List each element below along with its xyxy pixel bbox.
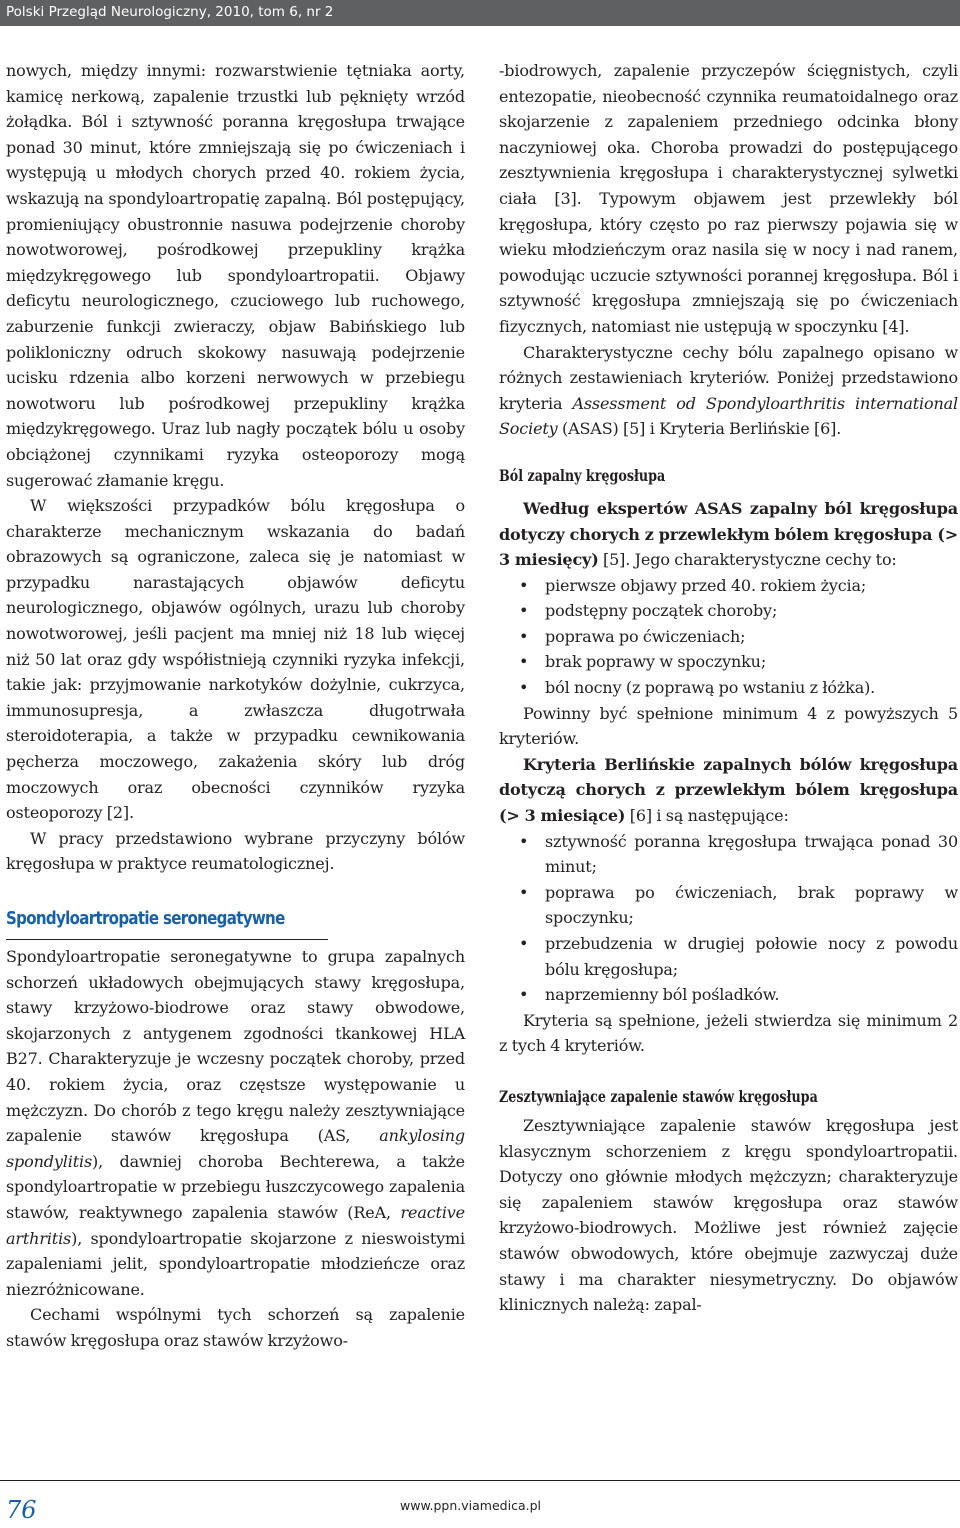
italic-term: reactive arthritis <box>6 1202 465 1248</box>
subsection-heading: Zesztywniające zapalenie stawów kręgosłupa <box>499 1086 818 1106</box>
list-item: • przebudzenia w drugiej połowie nocy z powodu bólu kręgosłupa; <box>499 931 958 982</box>
journal-header-bar <box>0 0 960 26</box>
paragraph: Powinny być spełnione minimum 4 z powyższych 5 kryteriów. <box>499 703 958 749</box>
list-item: • podstępny początek choroby; <box>499 598 958 624</box>
asas-criteria-list <box>499 573 958 701</box>
italic-term: Assessment od Spondyloarthritis international Society <box>499 393 959 439</box>
list-item: • pierwsze objawy przed 40. rokiem życia; <box>499 573 958 599</box>
list-item: • sztywność poranna kręgosłupa trwająca ponad 30 minut; <box>499 829 958 880</box>
list-item: • poprawa po ćwiczeniach; <box>499 624 958 650</box>
paragraph: W pracy przedstawiono wybrane przyczyny bólów kręgosłupa w praktyce reumatologicznej. <box>6 828 465 874</box>
paragraph: Kryteria są spełnione, jeżeli stwierdza się minimum 2 z tych 4 kryteriów. <box>499 1010 958 1056</box>
left-column <box>6 58 465 1354</box>
bold-run: Według ekspertów ASAS zapalny ból kręgosłupa dotyczy chorych z przewlekłym bólem kręgosłupa (> 3 miesięcy) <box>499 498 958 570</box>
text-run: [5]. Jego charakterystyczne cechy to: <box>598 550 897 570</box>
text-run: Charakterystyczne cechy bólu zapalnego opisano w różnych zestawieniach kryteriów. Poniżej przedstawiono kryteria <box>499 342 958 413</box>
paragraph: Cechami wspólnymi tych schorzeń są zapalenie stawów kręgosłupa oraz stawów krzyżowo- <box>6 1305 465 1350</box>
subsection-heading: Ból zapalny kręgosłupa <box>499 465 666 485</box>
section-divider <box>6 939 328 940</box>
paragraph: Zesztywniające zapalenie stawów kręgosłupa jest klasycznym schorzeniem z kręgu spondyloartropatii. Dotyczy ono głównie młodych mężczyzn; charakteryzuje się zapaleniem stawów kręgosłupa oraz stawów krzyżowo-biodrowych. Możliwe jest również zajęcie stawów obwodowych, które obejmuje zazwyczaj duże stawy i ma charakter niesymetryczny. Do objawów klinicznych należą: zapal- <box>499 1115 958 1315</box>
bold-run: Kryteria Berlińskie zapalnych bólów kręgosłupa dotyczą chorych z przewlekłym bólem kręgosłupa (> 3 miesiące) <box>499 754 958 826</box>
page-number: 76 <box>6 1496 37 1524</box>
paragraph <box>6 944 465 1302</box>
text-run: [6] i są następujące: <box>625 806 789 826</box>
list-item: • poprawa po ćwiczeniach, brak poprawy w spoczynku; <box>499 880 958 931</box>
text-run: Spondyloartropatie seronegatywne to grupa zapalnych schorzeń układowych obejmujących stawy kręgosłupa, stawy krzyżowo-biodrowe oraz stawy obwodowe, skojarzonych z antygenem zgodności tkankowej HLA B27. Charakteryzuje je wczesny początek choroby, przed 40. rokiem życia, oraz częstsze występowanie u mężczyzn. Do chorób z tego kręgu należy zesztywniające zapalenie stawów kręgosłupa (AS, <box>6 947 465 1146</box>
journal-title: Polski Przegląd Neurologiczny, 2010, tom 6, nr 2 <box>6 4 334 20</box>
paragraph <box>499 340 958 442</box>
berlin-criteria-list <box>499 829 958 1008</box>
section-heading: Spondyloartropatie seronegatywne <box>6 909 285 929</box>
right-column <box>499 58 958 1318</box>
paragraph: W większości przypadków bólu kręgosłupa o charakterze mechanicznym wskazania do badań obrazowych są ograniczone, zaleca się je natomiast w przypadku narastających objawów deficytu neurologicznego, objawów ogólnych, urazu lub choroby nowotworowej, jeśli pacjent ma mniej niż 18 lub więcej niż 50 lat oraz gdy współistnieją czynniki ryzyka infekcji, takie jak: przyjmowanie narkotyków dożylnie, cukrzyca, immunosupresja, a zwłaszcza długotrwała steroidoterapia, a także w przypadku cewnikowania pęcherza moczowego, zakażenia skóry lub dróg moczowych oraz obecności czynników ryzyka osteoporozy [2]. <box>6 496 465 823</box>
footer-divider <box>0 1480 960 1481</box>
text-run: (ASAS) [5] i Kryteria Berlińskie [6]. <box>557 419 842 439</box>
paragraph <box>499 752 958 829</box>
paragraph <box>499 496 958 573</box>
text-run: ), dawniej choroba Bechterewa, a także spondyloartropatie w przebiegu łuszczycowego zapalenia stawów, reaktywnego zapalenia stawów (ReA, <box>6 1151 465 1222</box>
text-run: ), spondyloartropatie skojarzone z nieswoistymi zapaleniami jelit, spondyloartropatie młodzieńcze oraz niezróżnicowane. <box>6 1228 465 1299</box>
paragraph: nowych, między innymi: rozwarstwienie tętniaka aorty, kamicę nerkową, zapalenie trzustki lub pęknięty wrzód żołądka. Ból i sztywność poranna kręgosłupa trwające ponad 30 minut, które zmniejszają się po ćwiczeniach i występują u młodych chorych przed 40. rokiem życia, wskazują na spondyloartropatię zapalną. Ból postępujący, promieniujący obustronnie nasuwa podejrzenie choroby nowotworowej, pośrodkowej przepukliny krążka międzykręgowego lub spondyloartropatii. Objawy deficytu neurologicznego, czuciowego lub ruchowego, zaburzenie funkcji zwieraczy, objaw Babińskiego lub polikloniczny odruch skokowy nasuwają podejrzenie ucisku rdzenia albo korzeni nerwowych w przebiegu nowotworu lub pośrodkowej przepukliny krążka międzykręgowego. Uraz lub nagły początek bólu u osoby obciążonej czynnikami ryzyka osteoporozy mogą sugerować złamanie kręgu. <box>6 61 465 490</box>
list-item: • naprzemienny ból pośladków. <box>499 982 958 1008</box>
italic-term: ankylosing spondylitis <box>6 1126 465 1171</box>
journal-url: www.ppn.viamedica.pl <box>400 1498 541 1513</box>
list-item: • ból nocny (z poprawą po wstaniu z łóżka). <box>499 675 958 701</box>
list-item: • brak poprawy w spoczynku; <box>499 649 958 675</box>
paragraph: -biodrowych, zapalenie przyczepów ścięgnistych, czyli entezopatie, nieobecność czynnika reumatoidalnego oraz skojarzenie z zapaleniem przedniego odcinka błony naczyniowej oka. Choroba prowadzi do postępującego zesztywnienia kręgosłupa i charakterystycznej sylwetki ciała [3]. Typowym objawem jest przewlekły ból kręgosłupa, który często po raz pierwszy pojawia się w wieku młodzieńczym oraz nasila się w nocy i nad ranem, powodując uczucie sztywności porannej kręgosłupa. Ból i sztywność kręgosłupa zmniejszają się po ćwiczeniach fizycznych, natomiast nie ustępują w spoczynku [4]. <box>499 61 958 336</box>
